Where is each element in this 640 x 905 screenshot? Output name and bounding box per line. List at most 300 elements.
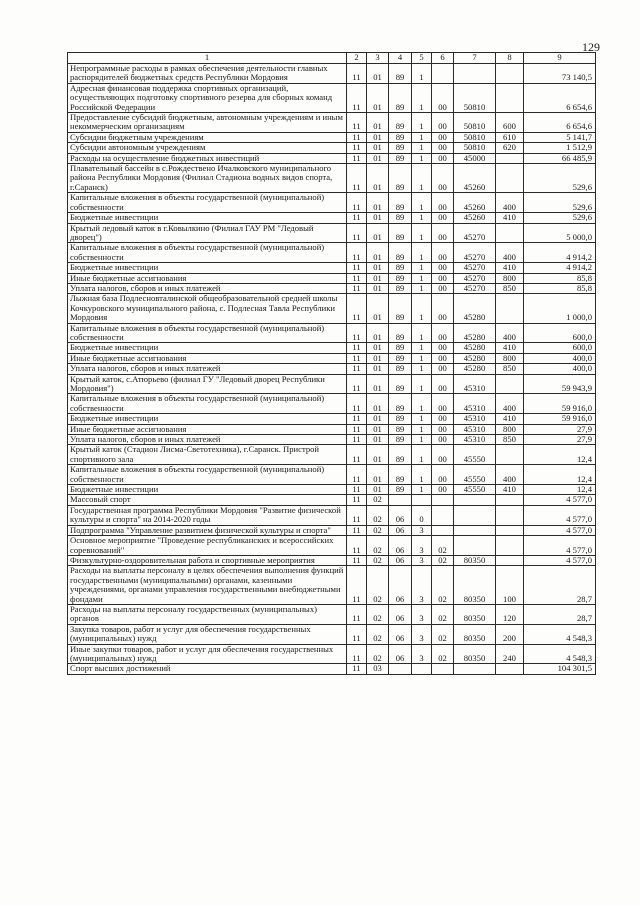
cell-expense-type: 610 bbox=[496, 132, 524, 142]
cell-description: Бюджетные инвестиции bbox=[68, 263, 347, 273]
cell-subsection: 01 bbox=[367, 283, 389, 293]
cell-direction: 45270 bbox=[454, 273, 496, 283]
cell-subsection: 01 bbox=[367, 424, 389, 434]
cell-description: Уплата налогов, сборов и иных платежей bbox=[68, 364, 347, 374]
cell-expense-type: 120 bbox=[496, 604, 524, 624]
cell-subprogram bbox=[412, 664, 432, 674]
cell-direction: 45310 bbox=[454, 435, 496, 445]
cell-event: 00 bbox=[432, 394, 454, 414]
cell-direction: 50810 bbox=[454, 113, 496, 133]
cell-section: 11 bbox=[347, 164, 367, 193]
cell-description: Крытый ледовый каток в г.Ковылкино (Филиал ГАУ РМ "Ледовый дворец") bbox=[68, 223, 347, 243]
cell-direction bbox=[454, 505, 496, 525]
cell-direction: 45280 bbox=[454, 343, 496, 353]
cell-event: 02 bbox=[432, 566, 454, 605]
cell-subprogram: 1 bbox=[412, 193, 432, 213]
cell-description: Капитальные вложения в объекты государственной (муниципальной) собственности bbox=[68, 193, 347, 213]
cell-expense-type: 410 bbox=[496, 414, 524, 424]
cell-subprogram bbox=[412, 495, 432, 505]
table-row bbox=[68, 132, 596, 142]
page-number: 129 bbox=[582, 40, 600, 54]
cell-subprogram: 3 bbox=[412, 566, 432, 605]
cell-event: 00 bbox=[432, 153, 454, 163]
cell-event bbox=[432, 525, 454, 535]
cell-expense-type bbox=[496, 525, 524, 535]
cell-subprogram: 1 bbox=[412, 113, 432, 133]
cell-subsection: 01 bbox=[367, 213, 389, 223]
table-row bbox=[68, 566, 596, 605]
cell-direction: 80350 bbox=[454, 555, 496, 565]
cell-expense-type: 410 bbox=[496, 213, 524, 223]
cell-program: 06 bbox=[389, 644, 412, 664]
cell-section: 11 bbox=[347, 525, 367, 535]
cell-event: 02 bbox=[432, 555, 454, 565]
cell-event: 00 bbox=[432, 323, 454, 343]
header-cell-3: 3 bbox=[367, 53, 389, 64]
cell-expense-type: 800 bbox=[496, 273, 524, 283]
table-row bbox=[68, 525, 596, 535]
cell-subprogram: 1 bbox=[412, 374, 432, 394]
cell-direction: 80350 bbox=[454, 604, 496, 624]
cell-description: Подпрограмма "Управление развитием физической культуры и спорта" bbox=[68, 525, 347, 535]
table-row bbox=[68, 624, 596, 644]
table-row bbox=[68, 213, 596, 223]
cell-section: 11 bbox=[347, 323, 367, 343]
cell-description: Спорт высших достижений bbox=[68, 664, 347, 674]
cell-expense-type bbox=[496, 555, 524, 565]
table-row bbox=[68, 374, 596, 394]
header-cell-2: 2 bbox=[347, 53, 367, 64]
cell-direction: 45260 bbox=[454, 164, 496, 193]
cell-section: 11 bbox=[347, 213, 367, 223]
cell-description: Расходы на выплаты персоналу государственных (муниципальных) органов bbox=[68, 604, 347, 624]
cell-amount: 12,4 bbox=[524, 485, 596, 495]
cell-program: 89 bbox=[389, 223, 412, 243]
cell-program: 89 bbox=[389, 193, 412, 213]
cell-program: 89 bbox=[389, 343, 412, 353]
cell-subprogram: 1 bbox=[412, 243, 432, 263]
cell-section: 11 bbox=[347, 424, 367, 434]
cell-subsection: 01 bbox=[367, 323, 389, 343]
table-row bbox=[68, 465, 596, 485]
cell-program: 89 bbox=[389, 424, 412, 434]
cell-amount: 28,7 bbox=[524, 566, 596, 605]
cell-expense-type bbox=[496, 505, 524, 525]
cell-event bbox=[432, 664, 454, 674]
cell-direction: 45550 bbox=[454, 485, 496, 495]
table-row bbox=[68, 424, 596, 434]
cell-subsection: 01 bbox=[367, 374, 389, 394]
table-row bbox=[68, 495, 596, 505]
cell-expense-type: 410 bbox=[496, 485, 524, 495]
cell-expense-type: 800 bbox=[496, 424, 524, 434]
table-row bbox=[68, 153, 596, 163]
cell-expense-type: 400 bbox=[496, 193, 524, 213]
cell-section: 11 bbox=[347, 664, 367, 674]
cell-description: Предоставление субсидий бюджетным, автономным учреждениям и иным некоммерческим организациям bbox=[68, 113, 347, 133]
cell-section: 11 bbox=[347, 414, 367, 424]
cell-direction bbox=[454, 525, 496, 535]
cell-expense-type bbox=[496, 164, 524, 193]
cell-event: 00 bbox=[432, 193, 454, 213]
cell-expense-type: 400 bbox=[496, 243, 524, 263]
cell-description: Бюджетные инвестиции bbox=[68, 343, 347, 353]
cell-program: 89 bbox=[389, 273, 412, 283]
cell-direction: 45310 bbox=[454, 394, 496, 414]
cell-program: 89 bbox=[389, 283, 412, 293]
table-row bbox=[68, 164, 596, 193]
cell-description: Бюджетные инвестиции bbox=[68, 414, 347, 424]
cell-expense-type bbox=[496, 445, 524, 465]
cell-event bbox=[432, 495, 454, 505]
cell-subsection: 01 bbox=[367, 243, 389, 263]
cell-amount: 12,4 bbox=[524, 465, 596, 485]
cell-subprogram: 3 bbox=[412, 644, 432, 664]
cell-subsection: 01 bbox=[367, 485, 389, 495]
cell-direction: 45270 bbox=[454, 263, 496, 273]
cell-description: Капитальные вложения в объекты государственной (муниципальной) собственности bbox=[68, 394, 347, 414]
table-row bbox=[68, 644, 596, 664]
cell-subsection: 01 bbox=[367, 263, 389, 273]
cell-section: 11 bbox=[347, 394, 367, 414]
cell-event: 00 bbox=[432, 113, 454, 133]
table-row bbox=[68, 435, 596, 445]
cell-description: Крытый каток, с.Атюрьево (филиал ГУ "Ледовый дворец Республики Мордовия") bbox=[68, 374, 347, 394]
cell-expense-type: 100 bbox=[496, 566, 524, 605]
cell-section: 11 bbox=[347, 294, 367, 323]
cell-program: 89 bbox=[389, 414, 412, 424]
cell-description: Иные бюджетные ассигнования bbox=[68, 353, 347, 363]
cell-event: 00 bbox=[432, 414, 454, 424]
cell-event: 02 bbox=[432, 604, 454, 624]
cell-event: 00 bbox=[432, 435, 454, 445]
cell-amount: 12,4 bbox=[524, 445, 596, 465]
cell-direction: 50810 bbox=[454, 83, 496, 112]
cell-expense-type bbox=[496, 64, 524, 84]
cell-event: 00 bbox=[432, 143, 454, 153]
cell-description: Расходы на осуществление бюджетных инвестиций bbox=[68, 153, 347, 163]
cell-section: 11 bbox=[347, 536, 367, 556]
cell-expense-type bbox=[496, 153, 524, 163]
cell-description: Массовый спорт bbox=[68, 495, 347, 505]
cell-event bbox=[432, 64, 454, 84]
cell-subsection: 02 bbox=[367, 555, 389, 565]
cell-direction: 80350 bbox=[454, 624, 496, 644]
cell-subsection: 02 bbox=[367, 525, 389, 535]
cell-subprogram: 1 bbox=[412, 465, 432, 485]
table-row bbox=[68, 113, 596, 133]
cell-expense-type: 400 bbox=[496, 323, 524, 343]
cell-amount: 59 916,0 bbox=[524, 394, 596, 414]
cell-event: 00 bbox=[432, 485, 454, 495]
budget-table bbox=[67, 52, 596, 675]
cell-subsection: 01 bbox=[367, 465, 389, 485]
table-row bbox=[68, 263, 596, 273]
cell-description: Крытый каток (Стадион Лисма-Светотехника), г.Саранск. Пристрой спортивного зала bbox=[68, 445, 347, 465]
cell-amount: 59 943,9 bbox=[524, 374, 596, 394]
table-row bbox=[68, 343, 596, 353]
table-row bbox=[68, 445, 596, 465]
cell-direction: 45270 bbox=[454, 223, 496, 243]
cell-direction: 45270 bbox=[454, 243, 496, 263]
cell-program: 06 bbox=[389, 505, 412, 525]
cell-subsection: 01 bbox=[367, 64, 389, 84]
table-header-row bbox=[68, 53, 596, 64]
cell-section: 11 bbox=[347, 223, 367, 243]
cell-expense-type bbox=[496, 83, 524, 112]
cell-event: 02 bbox=[432, 644, 454, 664]
cell-event: 00 bbox=[432, 273, 454, 283]
cell-section: 11 bbox=[347, 83, 367, 112]
cell-amount: 1 000,0 bbox=[524, 294, 596, 323]
cell-subprogram: 1 bbox=[412, 263, 432, 273]
cell-section: 11 bbox=[347, 64, 367, 84]
cell-amount: 6 654,6 bbox=[524, 113, 596, 133]
cell-program bbox=[389, 495, 412, 505]
cell-program: 06 bbox=[389, 566, 412, 605]
cell-amount: 104 301,5 bbox=[524, 664, 596, 674]
cell-direction: 45550 bbox=[454, 465, 496, 485]
table-row bbox=[68, 143, 596, 153]
cell-event: 00 bbox=[432, 465, 454, 485]
cell-program: 89 bbox=[389, 143, 412, 153]
cell-expense-type: 850 bbox=[496, 283, 524, 293]
cell-direction: 45550 bbox=[454, 445, 496, 465]
cell-direction: 45310 bbox=[454, 424, 496, 434]
cell-section: 11 bbox=[347, 495, 367, 505]
cell-section: 11 bbox=[347, 343, 367, 353]
cell-subsection: 01 bbox=[367, 153, 389, 163]
cell-direction: 45280 bbox=[454, 323, 496, 343]
cell-section: 11 bbox=[347, 273, 367, 283]
table-row bbox=[68, 555, 596, 565]
cell-program: 89 bbox=[389, 364, 412, 374]
cell-program: 89 bbox=[389, 64, 412, 84]
cell-subprogram: 0 bbox=[412, 505, 432, 525]
cell-subprogram: 3 bbox=[412, 525, 432, 535]
cell-description: Иные закупки товаров, работ и услуг для обеспечения государственных (муниципальных) нужд bbox=[68, 644, 347, 664]
cell-expense-type: 600 bbox=[496, 113, 524, 133]
cell-amount: 4 548,3 bbox=[524, 624, 596, 644]
cell-amount: 4 577,0 bbox=[524, 525, 596, 535]
cell-description: Закупка товаров, работ и услуг для обеспечения государственных (муниципальных) нужд bbox=[68, 624, 347, 644]
cell-subprogram: 1 bbox=[412, 485, 432, 495]
cell-subsection: 02 bbox=[367, 536, 389, 556]
cell-subprogram: 1 bbox=[412, 414, 432, 424]
cell-amount: 59 916,0 bbox=[524, 414, 596, 424]
cell-description: Субсидии бюджетным учреждениям bbox=[68, 132, 347, 142]
cell-amount: 85,8 bbox=[524, 283, 596, 293]
cell-expense-type: 410 bbox=[496, 263, 524, 273]
cell-description: Капитальные вложения в объекты государственной (муниципальной) собственности bbox=[68, 323, 347, 343]
cell-subsection: 01 bbox=[367, 193, 389, 213]
cell-subprogram: 3 bbox=[412, 536, 432, 556]
cell-subprogram: 1 bbox=[412, 323, 432, 343]
cell-expense-type bbox=[496, 664, 524, 674]
cell-section: 11 bbox=[347, 374, 367, 394]
cell-program: 89 bbox=[389, 263, 412, 273]
cell-program: 89 bbox=[389, 465, 412, 485]
cell-subsection: 02 bbox=[367, 604, 389, 624]
cell-subprogram: 1 bbox=[412, 143, 432, 153]
cell-program: 89 bbox=[389, 213, 412, 223]
cell-direction: 80350 bbox=[454, 566, 496, 605]
cell-subsection: 01 bbox=[367, 343, 389, 353]
cell-subsection: 01 bbox=[367, 294, 389, 323]
cell-description: Государственная программа Республики Мордовия "Развитие физической культуры и спорта" на 2014-2020 годы bbox=[68, 505, 347, 525]
header-cell-9: 9 bbox=[524, 53, 596, 64]
cell-description: Уплата налогов, сборов и иных платежей bbox=[68, 435, 347, 445]
table-row bbox=[68, 83, 596, 112]
cell-expense-type: 400 bbox=[496, 465, 524, 485]
cell-section: 11 bbox=[347, 193, 367, 213]
cell-subsection: 01 bbox=[367, 132, 389, 142]
cell-direction: 45270 bbox=[454, 283, 496, 293]
cell-section: 11 bbox=[347, 353, 367, 363]
cell-direction: 45000 bbox=[454, 153, 496, 163]
cell-amount: 600,0 bbox=[524, 343, 596, 353]
cell-amount: 600,0 bbox=[524, 323, 596, 343]
cell-amount: 4 914,2 bbox=[524, 243, 596, 263]
cell-expense-type bbox=[496, 374, 524, 394]
cell-subsection: 01 bbox=[367, 394, 389, 414]
cell-subprogram: 1 bbox=[412, 283, 432, 293]
table-row bbox=[68, 243, 596, 263]
cell-amount: 85,8 bbox=[524, 273, 596, 283]
cell-event: 00 bbox=[432, 294, 454, 323]
cell-event: 00 bbox=[432, 353, 454, 363]
cell-subsection: 01 bbox=[367, 273, 389, 283]
cell-direction: 50810 bbox=[454, 143, 496, 153]
cell-program: 89 bbox=[389, 164, 412, 193]
cell-section: 11 bbox=[347, 435, 367, 445]
cell-section: 11 bbox=[347, 505, 367, 525]
table-row bbox=[68, 283, 596, 293]
cell-description: Субсидии автономным учреждениям bbox=[68, 143, 347, 153]
cell-program: 89 bbox=[389, 132, 412, 142]
cell-program: 89 bbox=[389, 113, 412, 133]
cell-direction bbox=[454, 495, 496, 505]
cell-subsection: 01 bbox=[367, 364, 389, 374]
cell-section: 11 bbox=[347, 465, 367, 485]
table-row bbox=[68, 223, 596, 243]
cell-amount: 4 577,0 bbox=[524, 495, 596, 505]
cell-event: 00 bbox=[432, 364, 454, 374]
cell-expense-type: 620 bbox=[496, 143, 524, 153]
cell-event: 00 bbox=[432, 374, 454, 394]
cell-program: 89 bbox=[389, 374, 412, 394]
cell-subprogram: 1 bbox=[412, 153, 432, 163]
cell-direction: 45310 bbox=[454, 374, 496, 394]
cell-subprogram: 1 bbox=[412, 132, 432, 142]
cell-program: 89 bbox=[389, 323, 412, 343]
cell-subprogram: 1 bbox=[412, 364, 432, 374]
cell-event: 00 bbox=[432, 132, 454, 142]
cell-amount: 5 141,7 bbox=[524, 132, 596, 142]
cell-program: 89 bbox=[389, 153, 412, 163]
cell-subprogram: 1 bbox=[412, 343, 432, 353]
cell-event: 00 bbox=[432, 263, 454, 273]
cell-expense-type bbox=[496, 495, 524, 505]
cell-subsection: 01 bbox=[367, 445, 389, 465]
table-row bbox=[68, 353, 596, 363]
cell-subprogram: 1 bbox=[412, 273, 432, 283]
cell-direction: 45260 bbox=[454, 193, 496, 213]
cell-expense-type bbox=[496, 536, 524, 556]
table-row bbox=[68, 323, 596, 343]
cell-amount: 6 654,6 bbox=[524, 83, 596, 112]
cell-subprogram: 1 bbox=[412, 64, 432, 84]
table-row bbox=[68, 485, 596, 495]
cell-amount: 4 577,0 bbox=[524, 505, 596, 525]
cell-amount: 4 577,0 bbox=[524, 536, 596, 556]
cell-subprogram: 3 bbox=[412, 604, 432, 624]
cell-section: 11 bbox=[347, 364, 367, 374]
cell-amount: 4 548,3 bbox=[524, 644, 596, 664]
cell-description: Иные бюджетные ассигнования bbox=[68, 424, 347, 434]
cell-section: 11 bbox=[347, 243, 367, 263]
cell-direction: 45280 bbox=[454, 294, 496, 323]
cell-event: 00 bbox=[432, 343, 454, 353]
cell-direction bbox=[454, 64, 496, 84]
table-row bbox=[68, 364, 596, 374]
cell-subsection: 03 bbox=[367, 664, 389, 674]
cell-subsection: 02 bbox=[367, 566, 389, 605]
cell-program: 89 bbox=[389, 294, 412, 323]
cell-subsection: 01 bbox=[367, 223, 389, 243]
cell-subprogram: 1 bbox=[412, 353, 432, 363]
cell-subprogram: 3 bbox=[412, 624, 432, 644]
cell-subprogram: 1 bbox=[412, 294, 432, 323]
cell-amount: 400,0 bbox=[524, 364, 596, 374]
cell-amount: 73 140,5 bbox=[524, 64, 596, 84]
header-cell-8: 8 bbox=[496, 53, 524, 64]
cell-description: Капитальные вложения в объекты государственной (муниципальной) собственности bbox=[68, 243, 347, 263]
cell-expense-type: 800 bbox=[496, 353, 524, 363]
cell-section: 11 bbox=[347, 555, 367, 565]
cell-event bbox=[432, 505, 454, 525]
cell-program bbox=[389, 664, 412, 674]
cell-direction: 45310 bbox=[454, 414, 496, 424]
header-cell-7: 7 bbox=[454, 53, 496, 64]
cell-subsection: 02 bbox=[367, 495, 389, 505]
cell-amount: 400,0 bbox=[524, 353, 596, 363]
cell-expense-type: 200 bbox=[496, 624, 524, 644]
cell-subprogram: 1 bbox=[412, 164, 432, 193]
cell-amount: 529,6 bbox=[524, 193, 596, 213]
cell-subsection: 01 bbox=[367, 353, 389, 363]
cell-program: 89 bbox=[389, 83, 412, 112]
cell-amount: 529,6 bbox=[524, 164, 596, 193]
header-cell-6: 6 bbox=[432, 53, 454, 64]
cell-subprogram: 1 bbox=[412, 445, 432, 465]
cell-section: 11 bbox=[347, 445, 367, 465]
table-row bbox=[68, 64, 596, 84]
cell-expense-type: 850 bbox=[496, 364, 524, 374]
cell-program: 89 bbox=[389, 435, 412, 445]
cell-expense-type: 240 bbox=[496, 644, 524, 664]
cell-direction: 50810 bbox=[454, 132, 496, 142]
cell-subprogram: 1 bbox=[412, 435, 432, 445]
cell-direction: 45280 bbox=[454, 364, 496, 374]
cell-subsection: 01 bbox=[367, 414, 389, 424]
cell-description: Плавательный бассейн в с.Рождествено Ичалковского муниципального района Республики Мордовия (Филиал Стадиона водных видов спорта, г.Саранск) bbox=[68, 164, 347, 193]
cell-direction: 45260 bbox=[454, 213, 496, 223]
cell-subsection: 02 bbox=[367, 644, 389, 664]
cell-program: 89 bbox=[389, 243, 412, 263]
cell-event: 02 bbox=[432, 536, 454, 556]
cell-amount: 28,7 bbox=[524, 604, 596, 624]
